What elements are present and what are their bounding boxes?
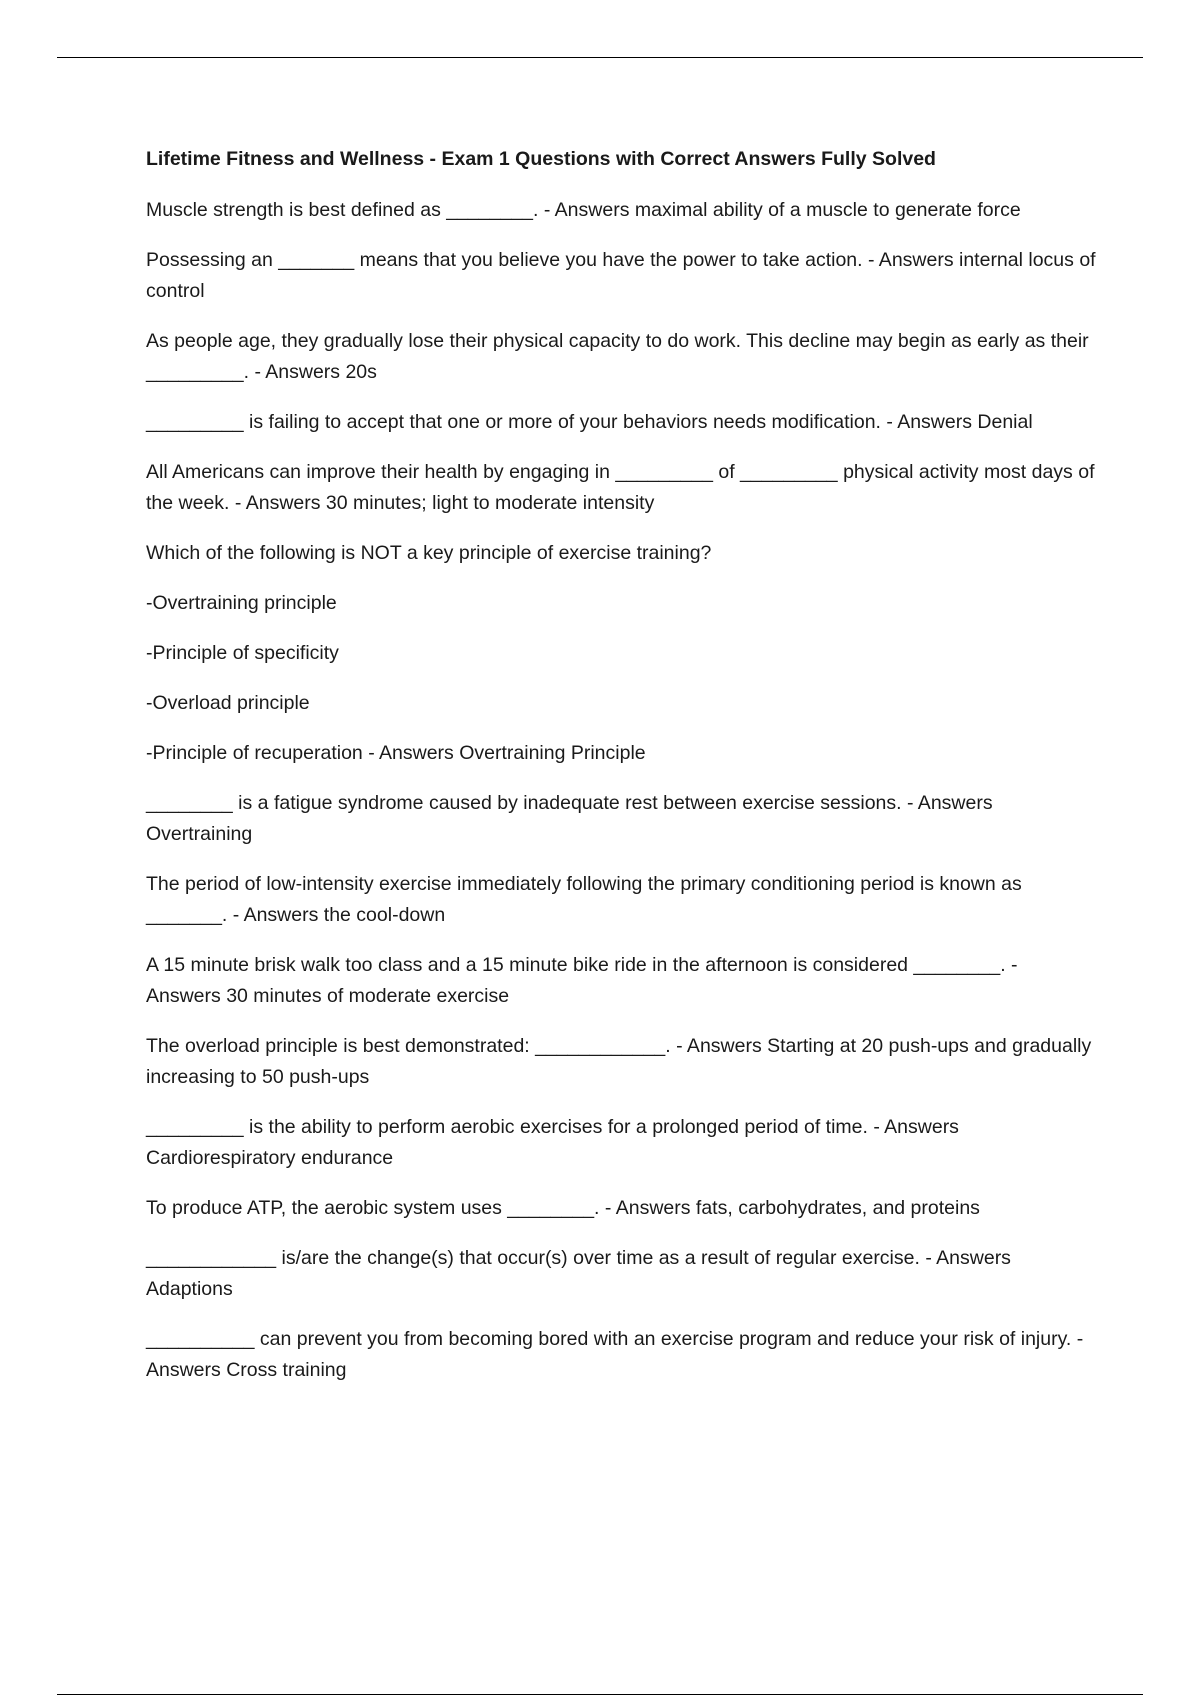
question-paragraph: To produce ATP, the aerobic system uses ________. - Answers fats, carbohydrates, and proteins bbox=[146, 1197, 980, 1219]
question-paragraph: Muscle strength is best defined as ________. - Answers maximal ability of a muscle to generate force bbox=[146, 199, 1021, 221]
question-paragraph: ________ is a fatigue syndrome caused by inadequate rest between exercise sessions. - Answers Overtraining bbox=[146, 792, 993, 845]
bottom-divider bbox=[57, 1694, 1143, 1695]
question-paragraph: All Americans can improve their health by engaging in _________ of _________ physical activity most days of the week. - Answers 30 minutes; light to moderate intensity bbox=[146, 461, 1095, 514]
document-title: Lifetime Fitness and Wellness - Exam 1 Questions with Correct Answers Fully Solved bbox=[146, 148, 936, 170]
question-paragraph: A 15 minute brisk walk too class and a 15 minute bike ride in the afternoon is considered ________. - Answers 30 minutes of moderate exercise bbox=[146, 954, 1018, 1007]
answer-option: -Principle of specificity bbox=[146, 642, 339, 664]
top-divider bbox=[57, 57, 1143, 58]
question-paragraph: ____________ is/are the change(s) that occur(s) over time as a result of regular exercise. - Answers Adaptions bbox=[146, 1247, 1011, 1300]
question-paragraph: As people age, they gradually lose their physical capacity to do work. This decline may begin as early as their _________. - Answers 20s bbox=[146, 330, 1089, 383]
answer-option: -Overtraining principle bbox=[146, 592, 337, 614]
question-paragraph: Which of the following is NOT a key principle of exercise training? bbox=[146, 542, 712, 564]
answer-option: -Principle of recuperation - Answers Overtraining Principle bbox=[146, 742, 646, 764]
question-paragraph: Possessing an _______ means that you believe you have the power to take action. - Answers internal locus of control bbox=[146, 249, 1096, 302]
question-paragraph: The period of low-intensity exercise immediately following the primary conditioning period is known as _______. - Answers the cool-down bbox=[146, 873, 1022, 926]
question-paragraph: _________ is the ability to perform aerobic exercises for a prolonged period of time. - Answers Cardiorespiratory endurance bbox=[146, 1116, 959, 1169]
question-paragraph: __________ can prevent you from becoming bored with an exercise program and reduce your risk of injury. - Answers Cross training bbox=[146, 1328, 1084, 1381]
question-paragraph: _________ is failing to accept that one or more of your behaviors needs modification. - Answers Denial bbox=[146, 411, 1033, 433]
question-paragraph: The overload principle is best demonstrated: ____________. - Answers Starting at 20 push-ups and gradually increasing to 50 push-ups bbox=[146, 1035, 1092, 1088]
document-body bbox=[146, 147, 1096, 1405]
answer-option: -Overload principle bbox=[146, 692, 310, 714]
